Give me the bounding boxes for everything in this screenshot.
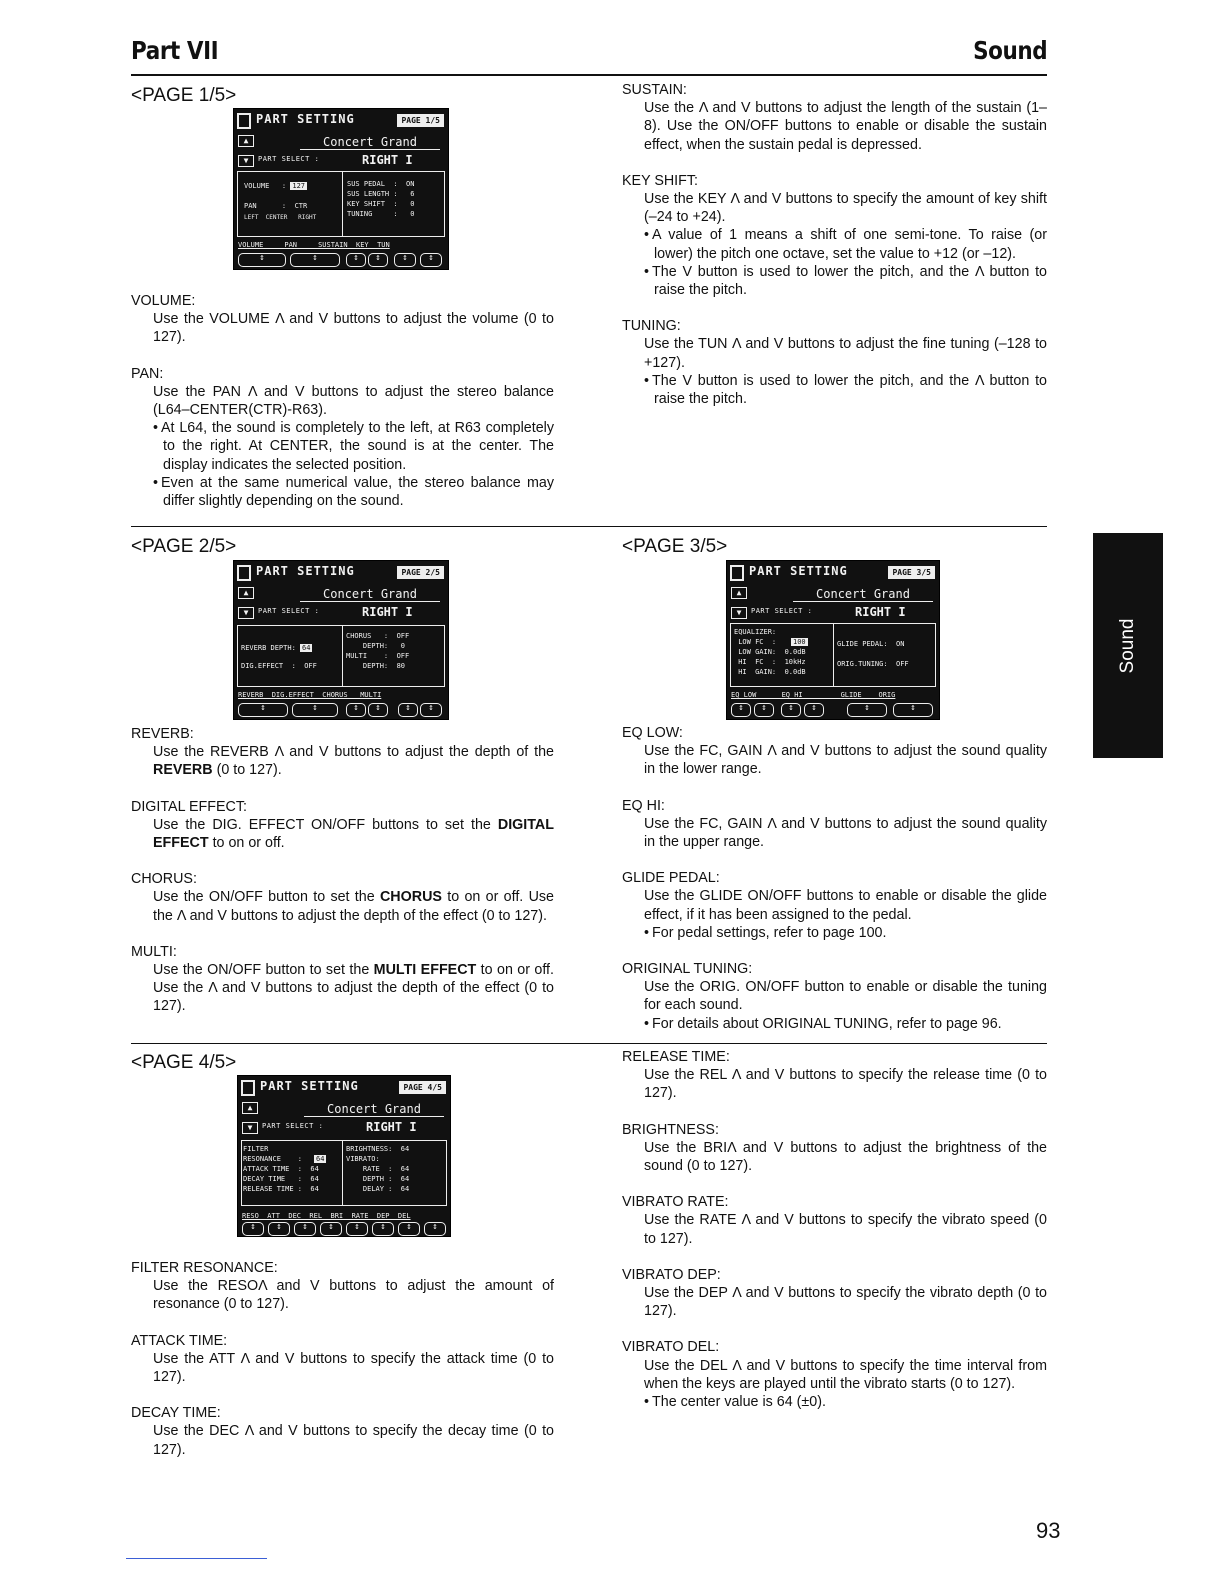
part-select-label: PART SELECT :	[751, 607, 813, 615]
section-body: Use the ON/OFF button to set the MULTI EFFECT to on or off. Use the Λ and V buttons to adjust the depth of the effect (0 to 127).	[153, 962, 554, 1015]
section-body: Use the Λ and V buttons to adjust the length of the sustain (1–8). Use the ON/OFF buttons to enable or disable the sustain effect, when the sustain pedal is depressed.	[644, 100, 1047, 153]
section-volume	[131, 292, 554, 347]
section-title: DECAY TIME:	[131, 1405, 221, 1422]
dep-button	[398, 1222, 420, 1236]
section-title: VIBRATO RATE:	[622, 1194, 729, 1211]
param-pan: PAN : CTR	[244, 202, 308, 210]
page-number: 93	[1036, 1518, 1061, 1543]
section-title: VOLUME:	[131, 293, 196, 309]
eq-hi-gain-button	[804, 703, 824, 717]
param-box	[237, 625, 445, 687]
param-divider	[342, 625, 343, 687]
up-icon: ▲	[238, 587, 254, 599]
section-filter-resonance	[131, 1259, 554, 1314]
text-reverb-multi	[131, 725, 554, 1034]
param-dig-effect: DIG.EFFECT : OFF	[241, 662, 317, 670]
section-title: TUNING:	[622, 318, 681, 335]
part-title: Part VII	[131, 36, 219, 65]
section-title: PAN:	[131, 365, 164, 382]
param-resonance-value: 64	[316, 1155, 325, 1163]
section-digital-effect	[131, 798, 554, 853]
part-select-value: RIGHT I	[362, 153, 413, 167]
lcd-screen-page-1	[233, 108, 449, 270]
footer-line	[126, 1558, 267, 1559]
reso-button	[242, 1222, 264, 1236]
param-chorus-multi: CHORUS : OFF DEPTH: 0 MULTI : OFF DEPTH: 80	[346, 632, 410, 670]
text-volume-pan	[131, 292, 554, 528]
param-equalizer: EQUALIZER: LOW FC : LOW GAIN: 0.0dB HI FC : 10kHz HI GAIN: 0.0dB	[734, 628, 806, 676]
section-title: Sound	[972, 36, 1047, 65]
side-tab	[1093, 533, 1163, 758]
part-select-label: PART SELECT :	[258, 155, 320, 163]
param-low-fc-value: 100	[793, 638, 806, 646]
section-body: Use the ON/OFF button to set the CHORUS to on or off. Use the Λ and V buttons to adjust the depth of the effect (0 to 127).	[153, 889, 554, 924]
rel-button	[320, 1222, 342, 1236]
chorus-updown-button	[368, 703, 388, 717]
section-body: Use the RESOΛ and V buttons to adjust the amount of resonance (0 to 127).	[153, 1278, 554, 1313]
bullet: • A value of 1 means a shift of one semi-tone. To raise (or lower) the pitch one octave, set the value to +12 (or –12).	[644, 226, 1047, 262]
up-icon: ▲	[731, 587, 747, 599]
down-icon: ▼	[731, 607, 747, 619]
section-tuning	[622, 317, 1047, 408]
screen-page: PAGE 2/5	[397, 566, 444, 579]
eq-hi-fc-button	[781, 703, 801, 717]
section-body: Use the RATE Λ and V buttons to specify the vibrato speed (0 to 127).	[644, 1212, 1047, 1247]
param-divider	[342, 1140, 343, 1206]
section-pan	[131, 365, 554, 511]
section-title: GLIDE PEDAL:	[622, 870, 720, 887]
screen-footer: EQ LOW EQ HI GLIDE ORIG	[731, 691, 896, 699]
section-title: BRIGHTNESS:	[622, 1121, 719, 1138]
param-glide-orig: GLIDE PEDAL: ON ORIG.TUNING: OFF	[837, 640, 909, 668]
part-icon	[730, 565, 744, 581]
eq-low-gain-button	[754, 703, 774, 717]
page-label-3: <PAGE 3/5>	[622, 536, 728, 557]
down-icon: ▼	[238, 607, 254, 619]
section-title: MULTI:	[131, 943, 177, 960]
param-filter-envelope: FILTER RESONANCE : ATTACK TIME : 64 DECAY TIME : 64 RELEASE TIME : 64	[243, 1145, 319, 1193]
section-title: VIBRATO DEP:	[622, 1266, 721, 1283]
section-attack-time	[131, 1332, 554, 1387]
screen-page: PAGE 4/5	[399, 1081, 446, 1094]
bullet: • The center value is 64 (±0).	[644, 1393, 1047, 1411]
glide-button	[847, 703, 887, 717]
section-eq-hi	[622, 797, 1047, 852]
dig-effect-button	[292, 703, 338, 717]
section-body: Use the KEY Λ and V buttons to specify the amount of key shift (–24 to +24).	[644, 191, 1047, 226]
screen-title: PART SETTING	[256, 112, 355, 126]
section-body: Use the BRIΛ and V buttons to adjust the brightness of the sound (0 to 127).	[644, 1139, 1047, 1175]
screen-footer: REVERB DIG.EFFECT CHORUS MULTI	[238, 691, 382, 699]
sound-name: Concert Grand	[304, 1102, 444, 1117]
bullet: • Even at the same numerical value, the stereo balance may differ slightly depending on the sound.	[153, 474, 554, 510]
section-body: Use the REL Λ and V buttons to specify the release time (0 to 127).	[644, 1067, 1047, 1102]
screen-title: PART SETTING	[260, 1079, 359, 1093]
text-eq-glide-orig	[622, 724, 1047, 1051]
orig-button	[893, 703, 933, 717]
pan-updown-button	[290, 253, 340, 267]
section-vibrato-del	[622, 1338, 1047, 1411]
section-title: EQ HI:	[622, 797, 665, 814]
section-release-time	[622, 1048, 1047, 1103]
param-reverb: REVERB DEPTH: 64	[241, 644, 311, 652]
sustain-button	[346, 253, 366, 267]
bullet: • For pedal settings, refer to page 100.	[644, 924, 1047, 942]
section-vibrato-dep	[622, 1266, 1047, 1321]
text-sustain-key-tuning	[622, 81, 1047, 426]
section-title: SUSTAIN:	[622, 82, 687, 98]
section-title: KEY SHIFT:	[622, 172, 699, 189]
section-title: FILTER RESONANCE:	[131, 1260, 278, 1276]
sound-name: Concert Grand	[300, 587, 440, 602]
section-body: Use the ATT Λ and V buttons to specify the attack time (0 to 127).	[153, 1350, 554, 1386]
param-sustain-group: SUS PEDAL : ON SUS LENGTH : 6 KEY SHIFT : 0 TUNING : 0	[347, 180, 415, 218]
multi-button	[398, 703, 418, 717]
section-multi	[131, 943, 554, 1016]
section-title: EQ LOW:	[622, 725, 683, 741]
section-body: Use the GLIDE ON/OFF buttons to enable or disable the glide effect, if it has been assigned to the pedal.	[644, 888, 1047, 923]
sound-name: Concert Grand	[793, 587, 933, 602]
text-filter-decay	[131, 1259, 554, 1477]
part-icon	[237, 113, 251, 129]
key-updown-button	[394, 253, 416, 267]
screen-title: PART SETTING	[256, 564, 355, 578]
screen-footer: RESO ATT DEC REL BRI RATE DEP DEL	[242, 1212, 411, 1220]
section-title: VIBRATO DEL:	[622, 1339, 720, 1356]
section-title: CHORUS:	[131, 871, 197, 888]
sustain-updown-button	[368, 253, 388, 267]
up-icon: ▲	[242, 1102, 258, 1114]
section-body: Use the REVERB Λ and V buttons to adjust the depth of the REVERB (0 to 127).	[153, 744, 554, 779]
multi-updown-button	[420, 703, 442, 717]
section-reverb	[131, 725, 554, 780]
down-icon: ▼	[238, 155, 254, 167]
section-body: Use the FC, GAIN Λ and V buttons to adjust the sound quality in the upper range.	[644, 815, 1047, 851]
rate-button	[372, 1222, 394, 1236]
param-divider	[833, 623, 834, 687]
section-body: Use the VOLUME Λ and V buttons to adjust the volume (0 to 127).	[153, 311, 554, 346]
page-label-4: <PAGE 4/5>	[131, 1052, 237, 1073]
section-body: Use the ORIG. ON/OFF button to enable or disable the tuning for each sound.	[644, 979, 1047, 1014]
section-eq-low	[622, 724, 1047, 779]
lcd-screen-page-2	[233, 560, 449, 720]
section-glide-pedal	[622, 869, 1047, 942]
down-icon: ▼	[242, 1122, 258, 1134]
bullet: • At L64, the sound is completely to the left, at R63 completely to the right. At CENTER, the sound is at the center. The display indicates the selected position.	[153, 419, 554, 474]
part-icon	[237, 565, 251, 581]
part-select-value: RIGHT I	[366, 1120, 417, 1134]
screen-page: PAGE 1/5	[397, 114, 444, 127]
section-body: Use the DIG. EFFECT ON/OFF buttons to set the DIGITAL EFFECT to on or off.	[153, 816, 554, 852]
att-button	[268, 1222, 290, 1236]
page-header	[131, 36, 1047, 76]
volume-updown-button	[238, 253, 286, 267]
part-icon	[241, 1080, 255, 1096]
text-release-vibrato	[622, 1048, 1047, 1429]
sound-name: Concert Grand	[300, 135, 440, 150]
del-button	[424, 1222, 446, 1236]
lcd-screen-page-4	[237, 1075, 451, 1237]
param-divider	[342, 171, 343, 237]
section-brightness	[622, 1121, 1047, 1176]
section-body: Use the TUN Λ and V buttons to adjust the fine tuning (–128 to +127).	[644, 336, 1047, 371]
screen-page: PAGE 3/5	[888, 566, 935, 579]
section-vibrato-rate	[622, 1193, 1047, 1248]
section-decay-time	[131, 1404, 554, 1459]
dec-button	[294, 1222, 316, 1236]
section-title: REVERB:	[131, 726, 194, 742]
part-select-value: RIGHT I	[362, 605, 413, 619]
lcd-screen-page-3	[726, 560, 940, 720]
page-label-1: <PAGE 1/5>	[131, 85, 237, 106]
bullet: • The V button is used to lower the pitch, and the Λ button to raise the pitch.	[644, 372, 1047, 408]
bullet: • For details about ORIGINAL TUNING, refer to page 96.	[644, 1015, 1047, 1033]
param-volume: VOLUME : 127	[244, 182, 306, 190]
section-title: DIGITAL EFFECT:	[131, 798, 247, 815]
page-label-2: <PAGE 2/5>	[131, 536, 237, 557]
part-select-label: PART SELECT :	[258, 607, 320, 615]
tun-updown-button	[420, 253, 442, 267]
bri-button	[346, 1222, 368, 1236]
section-body: Use the DEP Λ and V buttons to specify the vibrato depth (0 to 127).	[644, 1285, 1047, 1320]
section-title: ATTACK TIME:	[131, 1332, 228, 1349]
reverb-updown-button	[238, 703, 288, 717]
screen-footer: VOLUME PAN SUSTAIN KEY TUN	[238, 241, 390, 249]
section-sustain	[622, 81, 1047, 154]
section-title: RELEASE TIME:	[622, 1049, 730, 1065]
bullet: • The V button is used to lower the pitch, and the Λ button to raise the pitch.	[644, 263, 1047, 299]
section-title: ORIGINAL TUNING:	[622, 961, 753, 978]
section-body: Use the FC, GAIN Λ and V buttons to adjust the sound quality in the lower range.	[644, 743, 1047, 778]
part-select-value: RIGHT I	[855, 605, 906, 619]
chorus-button	[346, 703, 366, 717]
side-tab-label: Sound	[1117, 618, 1138, 673]
section-body: Use the PAN Λ and V buttons to adjust the stereo balance (L64–CENTER(CTR)-R63).	[153, 383, 554, 419]
pan-scale: LEFT CENTER RIGHT	[244, 214, 317, 221]
section-body: Use the DEC Λ and V buttons to specify the decay time (0 to 127).	[153, 1423, 554, 1458]
section-original-tuning	[622, 960, 1047, 1033]
section-key-shift	[622, 172, 1047, 299]
part-select-label: PART SELECT :	[262, 1122, 324, 1130]
param-brightness-vibrato: BRIGHTNESS: 64 VIBRATO: RATE : 64 DEPTH : 64 DELAY : 64	[346, 1145, 410, 1193]
section-chorus	[131, 870, 554, 925]
up-icon: ▲	[238, 135, 254, 147]
screen-title: PART SETTING	[749, 564, 848, 578]
section-body: Use the DEL Λ and V buttons to specify the time interval from when the keys are played until the vibrato starts (0 to 127).	[644, 1357, 1047, 1392]
eq-low-fc-button	[731, 703, 751, 717]
